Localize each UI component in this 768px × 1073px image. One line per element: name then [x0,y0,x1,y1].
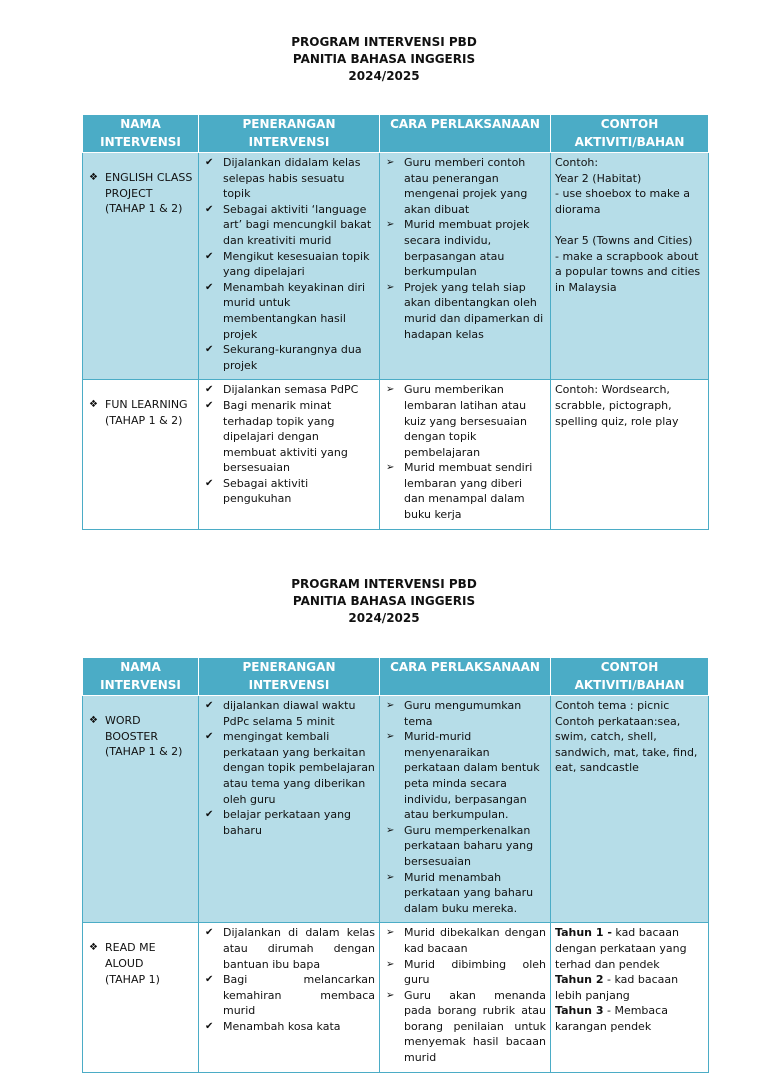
list-item: ✔ Dijalankan didalam kelas selepas habis sesuatu topik [205,156,361,201]
list-item: ✔ Menambah keyakinan diri murid untuk membentangkan hasil projek [205,280,366,341]
checkmark-icon: ✔ [205,157,214,168]
list-item: ➢ Murid dibekalkan dengan kad bacaan [386,926,546,955]
panel-title: PANITIA BAHASA INGGERIS [292,594,476,608]
intervention-name: ENGLISH CLASS PROJECT [105,171,193,200]
diamond-bullet-icon: ❖ [89,172,98,183]
list-item: ➢ Guru mengumumkan tema [386,699,522,728]
intervention-name-cell [83,923,199,1072]
penerangan-cell [199,153,380,380]
contoh-year-1: Tahun 1 - kad bacaan dengan perkataan yang terhad dan pendek [555,926,687,971]
table-row [83,380,709,529]
arrowhead-bullet-icon: ➢ [386,384,395,396]
intervention-table-2 [82,657,709,1073]
arrowhead-bullet-icon: ➢ [386,824,395,836]
intervention-name: WORD BOOSTER [105,714,158,743]
table-row [83,923,709,1072]
checkmark-icon: ✔ [205,399,214,411]
checkmark-icon: ✔ [205,700,214,711]
arrowhead-bullet-icon: ➢ [386,700,395,711]
intervention-table-1 [82,114,709,530]
checkmark-icon: ✔ [205,384,214,396]
page-2-heading [0,576,768,627]
intervention-name: FUN LEARNING [105,398,188,412]
list-item: ➢ Guru akan menanda pada borang rubrik atau borang penilaian untuk menyemak hasil bacaan murid [386,988,546,1065]
list-item: ➢ Projek yang telah siap akan dibentangkan oleh murid dan dipamerkan di hadapan kelas [386,280,544,341]
list-item: ✔ dijalankan diawal waktu PdPc selama 5 minit [205,699,356,728]
list-item: ➢ Murid membuat sendiri lembaran yang diberi dan menampal dalam buku kerja [386,461,533,522]
contoh-cell: Contoh: Year 2 (Habitat) - use shoebox to make a diorama Year 5 (Towns and Cities) - make a scrapbook about a popular towns and cities in Malaysia [551,153,709,380]
list-item: ➢ Murid membuat projek secara individu, berpasangan atau berkumpulan [386,218,530,279]
list-item: ✔ Bagi melancarkan kemahiran membaca murid [205,973,375,1018]
arrowhead-bullet-icon: ➢ [386,958,395,970]
header-nama-intervensi: NAMA INTERVENSI [83,658,199,696]
list-item: ✔ mengingat kembali perkataan yang berkaitan dengan topik pembelajaran atau tema yang diberikan oleh guru [205,730,375,806]
table-row [83,153,709,380]
checkmark-icon: ✔ [205,203,214,215]
list-item: ✔ Sebagai aktiviti ‘language art’ bagi mencungkil bakat dan kreativiti murid [205,202,372,247]
diamond-bullet-icon: ❖ [89,715,98,726]
diamond-bullet-icon: ❖ [89,399,98,411]
list-item: ✔ Sebagai aktiviti pengukuhan [205,476,309,506]
header-penerangan-intervensi: PENERANGAN INTERVENSI [199,658,380,696]
intervention-level: (TAHAP 1 & 2) [105,413,183,427]
table-header-row [83,115,709,153]
cara-cell [380,380,551,529]
list-item: ➢ Murid dibimbing oleh guru [386,957,546,987]
penerangan-cell [199,380,380,529]
table-header-row [83,658,709,696]
header-contoh-aktiviti: CONTOH AKTIVITI/BAHAN [551,658,709,696]
intervention-level: (TAHAP 1) [105,972,160,986]
arrowhead-bullet-icon: ➢ [386,871,395,883]
list-item: ✔ belajar perkataan yang baharu [205,808,352,837]
cara-cell [380,923,551,1072]
list-item: ➢ Guru memberi contoh atau penerangan mengenai projek yang akan dibuat [386,156,528,216]
intervention-level: (TAHAP 1 & 2) [105,745,183,759]
intervention-name-cell [83,696,199,923]
arrowhead-bullet-icon: ➢ [386,281,395,293]
panel-title: PANITIA BAHASA INGGERIS [292,52,476,66]
checkmark-icon: ✔ [205,809,214,821]
arrowhead-bullet-icon: ➢ [386,927,395,939]
cara-cell [380,153,551,380]
list-item: ➢ Murid-murid menyenaraikan perkataan dalam bentuk peta minda secara individu, berpasangan atau berkumpulan. [386,730,540,822]
program-title: PROGRAM INTERVENSI PBD [291,577,477,591]
list-item: ➢ Murid menambah perkataan yang baharu dalam buku mereka. [386,870,534,915]
intervention-level: (TAHAP 1 & 2) [105,202,183,216]
contoh-year-2: Tahun 2 - kad bacaan lebih panjang [555,973,679,1002]
intervention-name-cell [83,153,199,380]
header-nama-intervensi: NAMA INTERVENSI [83,115,199,153]
arrowhead-bullet-icon: ➢ [386,989,395,1001]
list-item: ✔ Dijalankan di dalam kelas atau dirumah dengan bantuan ibu bapa [205,926,375,971]
list-item: ➢ Guru memberikan lembaran latihan atau kuiz yang bersesuaian dengan topik pembelajaran [386,383,528,459]
penerangan-cell [199,923,380,1072]
checkmark-icon: ✔ [205,281,214,293]
checkmark-icon: ✔ [205,250,214,262]
header-contoh-aktiviti: CONTOH AKTIVITI/BAHAN [551,115,709,153]
intervention-name-cell [83,380,199,529]
cara-cell [380,696,551,923]
arrowhead-bullet-icon: ➢ [386,219,395,231]
checkmark-icon: ✔ [205,974,214,986]
arrowhead-bullet-icon: ➢ [386,462,395,474]
checkmark-icon: ✔ [205,477,214,489]
penerangan-cell [199,696,380,923]
session-year: 2024/2025 [348,69,420,83]
diamond-bullet-icon: ❖ [89,942,98,954]
contoh-cell [551,923,709,1072]
list-item: ✔ Dijalankan semasa PdPC [205,383,359,397]
page-1-heading [0,34,768,85]
checkmark-icon: ✔ [205,344,214,356]
arrowhead-bullet-icon: ➢ [386,731,395,743]
arrowhead-bullet-icon: ➢ [386,157,395,168]
contoh-cell: Contoh tema : picnic Contoh perkataan:sea, swim, catch, shell, sandwich, mat, take, find, eat, sandcastle [551,696,709,923]
checkmark-icon: ✔ [205,1020,214,1032]
header-cara-perlaksanaan: CARA PERLAKSANAAN [380,115,551,153]
session-year: 2024/2025 [348,611,420,625]
contoh-year-3: Tahun 3 - Membaca karangan pendek [555,1004,668,1033]
list-item: ✔ Bagi menarik minat terhadap topik yang dipelajari dengan membuat aktiviti yang bersesuaian [205,398,348,475]
header-penerangan-intervensi: PENERANGAN INTERVENSI [199,115,380,153]
intervention-name: READ ME ALOUD [105,941,156,970]
contoh-cell: Contoh: Wordsearch, scrabble, pictograph, spelling quiz, role play [551,380,709,529]
checkmark-icon: ✔ [205,731,214,743]
list-item: ✔ Menambah kosa kata [205,1019,341,1033]
program-title: PROGRAM INTERVENSI PBD [291,35,477,49]
table-row [83,696,709,923]
list-item: ➢ Guru memperkenalkan perkataan baharu yang bersesuaian [386,823,534,868]
header-cara-perlaksanaan: CARA PERLAKSANAAN [380,658,551,696]
checkmark-icon: ✔ [205,927,214,939]
list-item: ✔ Sekurang-kurangnya dua projek [205,343,362,372]
list-item: ✔ Mengikut kesesuaian topik yang dipelajari [205,249,370,279]
